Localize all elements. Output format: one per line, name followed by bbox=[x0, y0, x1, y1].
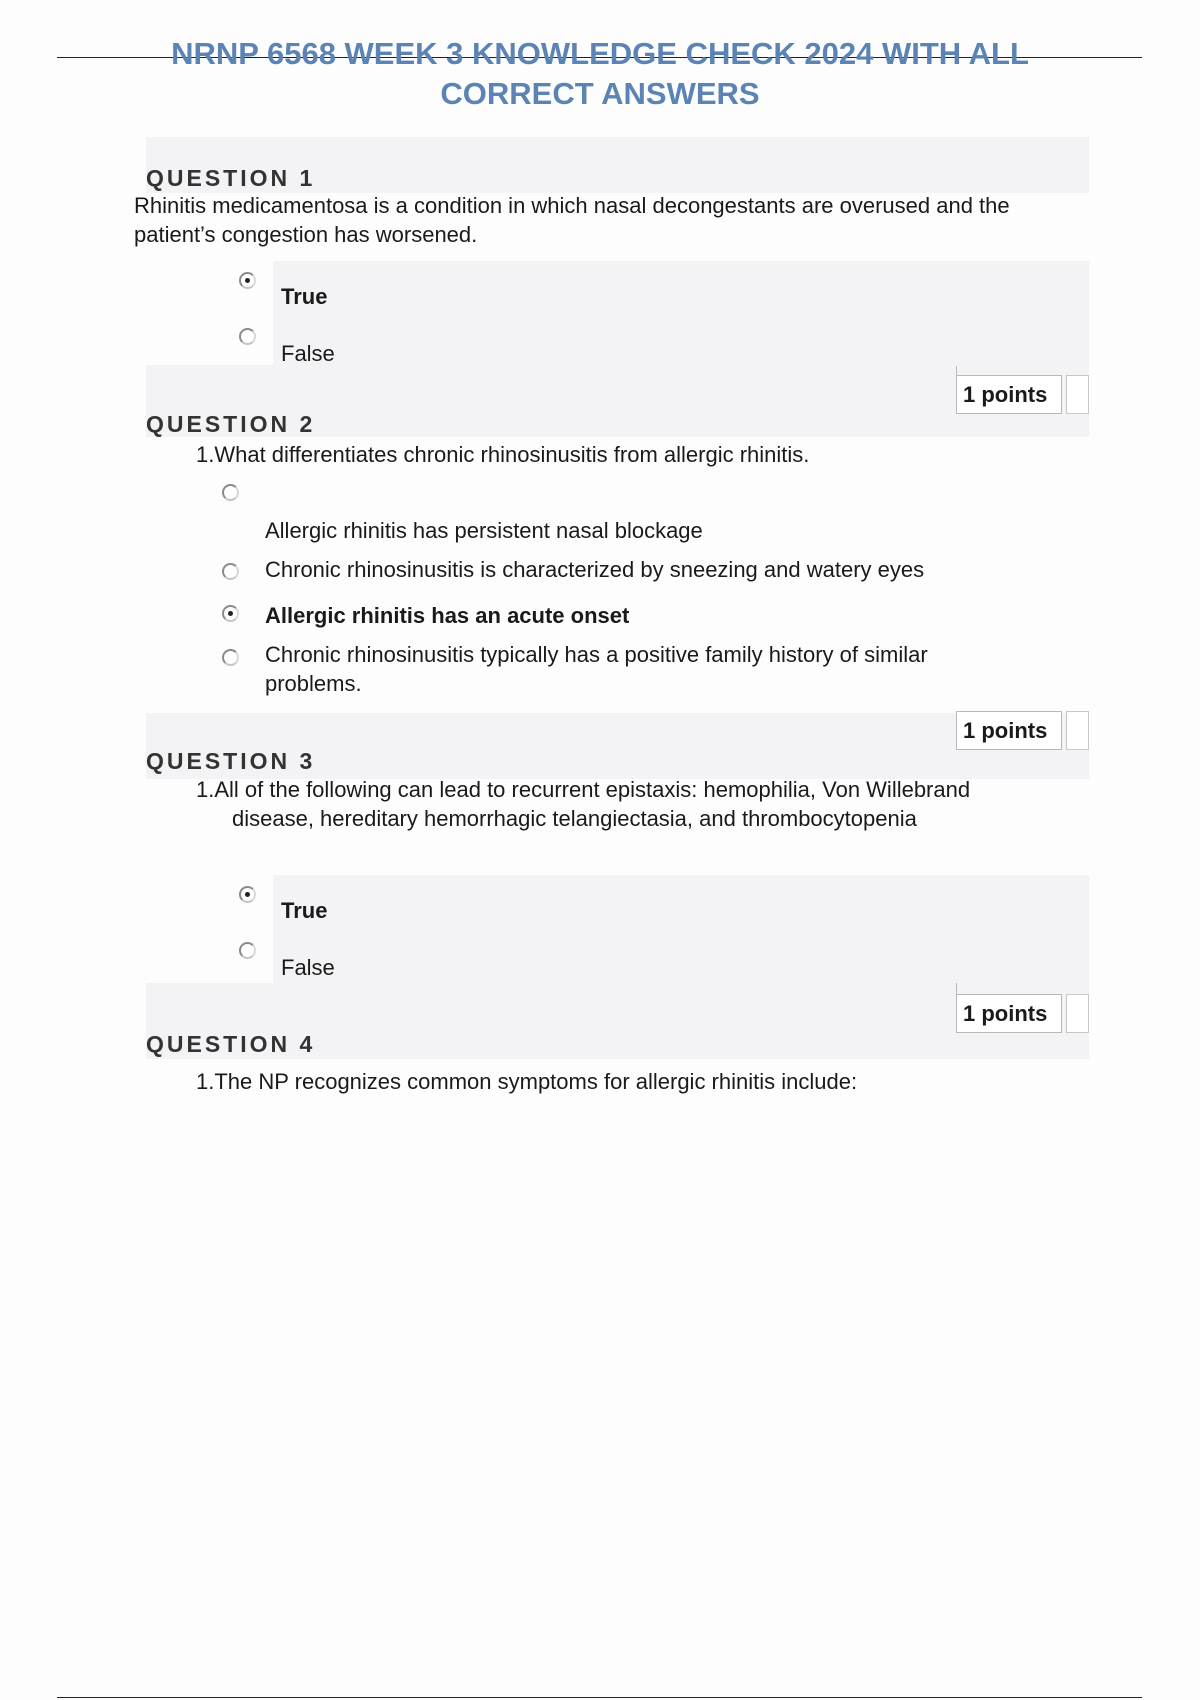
question-2-option-c: Allergic rhinitis has an acute onset bbox=[265, 603, 630, 628]
question-2-option-d-line-1: Chronic rhinosinusitis typically has a positive family history of similar bbox=[265, 642, 928, 667]
question-1-true-radio[interactable] bbox=[239, 272, 256, 289]
question-2-points-input[interactable] bbox=[1066, 711, 1089, 750]
question-2-prompt: 1.What differentiates chronic rhinosinusitis from allergic rhinitis. bbox=[196, 442, 810, 467]
question-2-option-d-radio[interactable] bbox=[222, 649, 239, 666]
question-3-options-panel bbox=[273, 875, 1089, 983]
question-2-option-a-radio[interactable] bbox=[222, 484, 239, 501]
question-3-false-radio[interactable] bbox=[239, 942, 256, 959]
question-3-points: 1 points bbox=[956, 994, 1062, 1033]
title-line-2: CORRECT ANSWERS bbox=[440, 76, 760, 111]
question-1-false-radio[interactable] bbox=[239, 328, 256, 345]
question-3-heading: QUESTION 3 bbox=[146, 748, 316, 774]
question-1-points-input[interactable] bbox=[1066, 375, 1089, 414]
question-1-option-false: False bbox=[281, 341, 335, 366]
document-title bbox=[0, 34, 1200, 114]
question-1-heading: QUESTION 1 bbox=[146, 165, 316, 191]
question-3-option-false: False bbox=[281, 955, 335, 980]
question-2-option-b: Chronic rhinosinusitis is characterized by sneezing and watery eyes bbox=[265, 557, 925, 582]
question-4-heading: QUESTION 4 bbox=[146, 1031, 316, 1057]
question-3-points-input[interactable] bbox=[1066, 994, 1089, 1033]
question-2-option-b-radio[interactable] bbox=[222, 563, 239, 580]
question-1-points: 1 points bbox=[956, 375, 1062, 414]
question-2-heading: QUESTION 2 bbox=[146, 411, 316, 437]
question-1-option-true: True bbox=[281, 284, 328, 309]
question-1-prompt-line-2: patient’s congestion has worsened. bbox=[134, 222, 478, 247]
question-2-option-a: Allergic rhinitis has persistent nasal blockage bbox=[265, 518, 703, 543]
question-2-points: 1 points bbox=[956, 711, 1062, 750]
question-1-prompt-line-1: Rhinitis medicamentosa is a condition in which nasal decongestants are overused and the bbox=[134, 193, 1010, 218]
question-4-prompt: 1.The NP recognizes common symptoms for allergic rhinitis include: bbox=[196, 1069, 858, 1094]
question-3-true-radio[interactable] bbox=[239, 886, 256, 903]
question-2-option-d-line-2: problems. bbox=[265, 671, 362, 696]
question-3-prompt-line-2: disease, hereditary hemorrhagic telangiectasia, and thrombocytopenia bbox=[232, 806, 917, 831]
question-3-prompt-line-1: 1.All of the following can lead to recurrent epistaxis: hemophilia, Von Willebrand bbox=[196, 777, 971, 802]
question-2-option-c-radio[interactable] bbox=[222, 605, 239, 622]
question-1-options-panel bbox=[273, 261, 1089, 365]
title-line-1: NRNP 6568 WEEK 3 KNOWLEDGE CHECK 2024 WITH ALL bbox=[171, 36, 1029, 71]
footer-rule bbox=[57, 1697, 1142, 1698]
question-3-option-true: True bbox=[281, 898, 328, 923]
